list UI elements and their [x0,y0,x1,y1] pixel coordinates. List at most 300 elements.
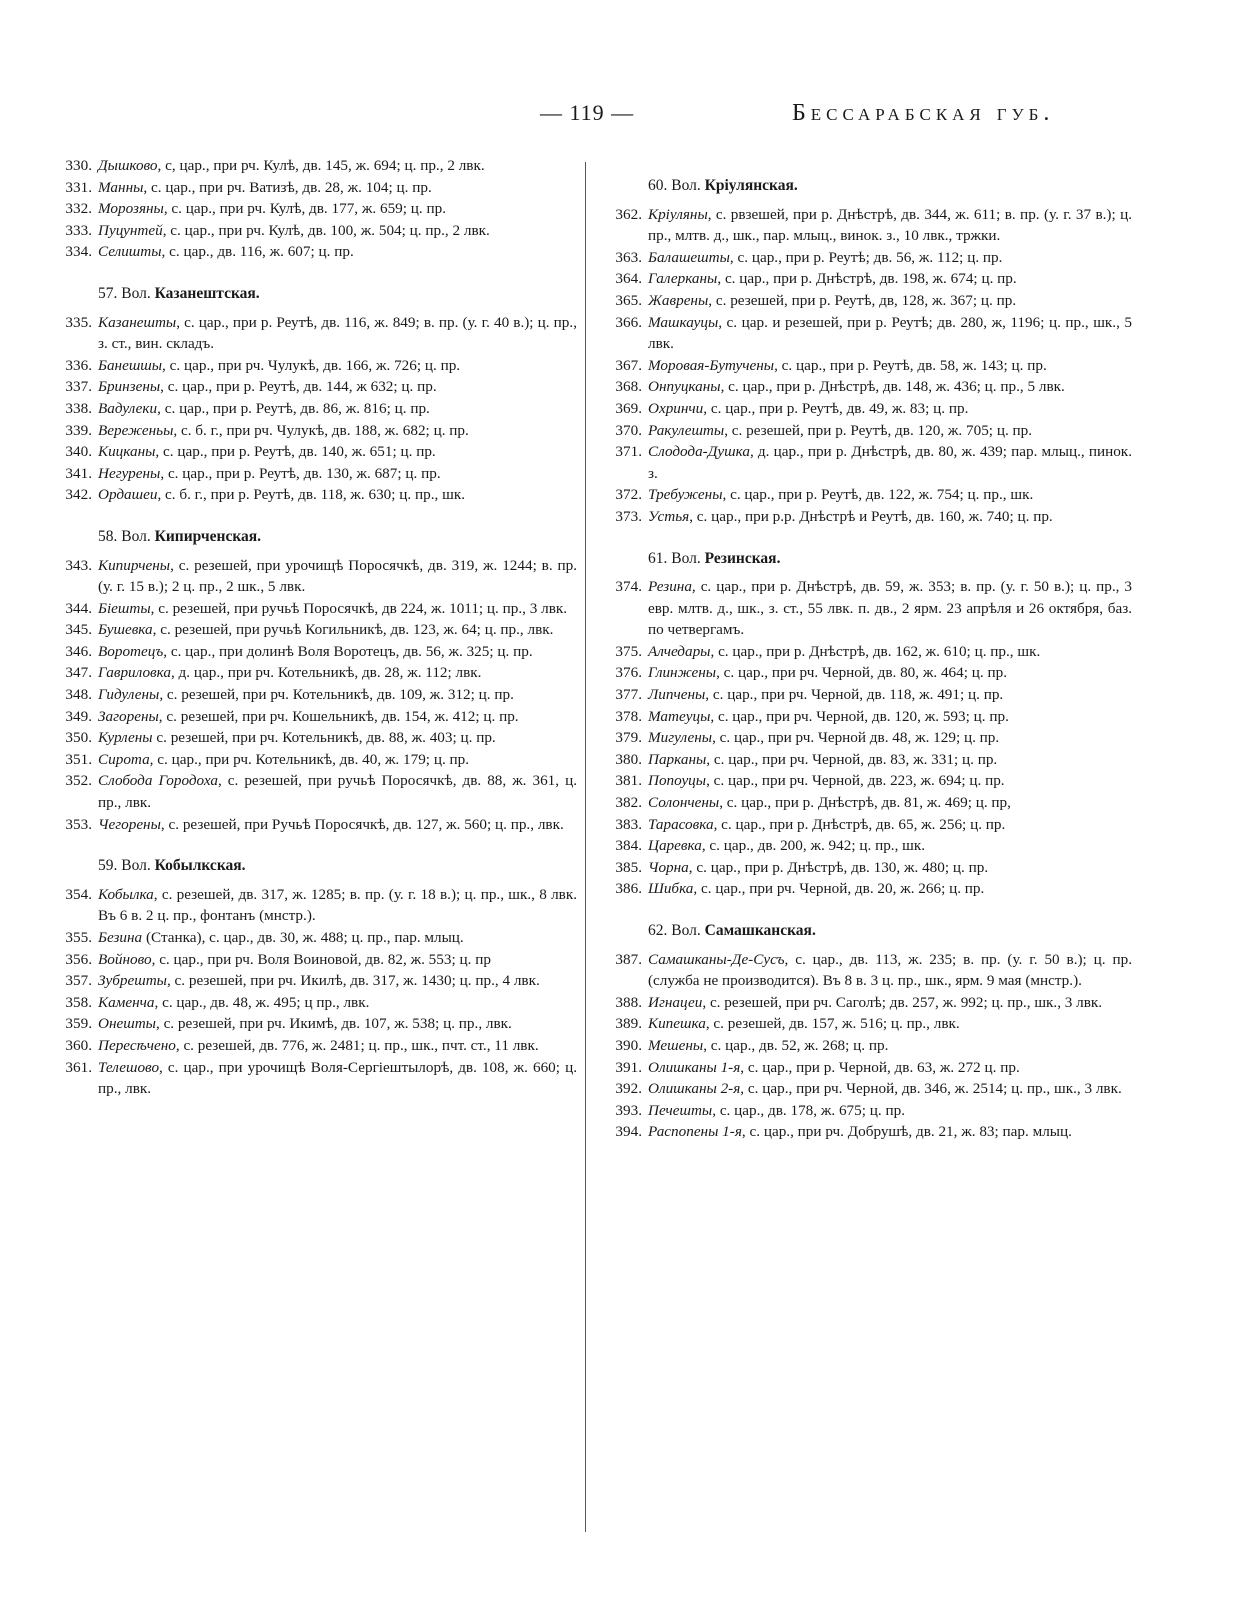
entry-text [648,727,1132,749]
entry-description: , с. цар., при рч. Котельникѣ, дв. 40, ж. 179; ц. пр. [149,750,470,768]
entry-text [648,506,1132,528]
entry-text [98,420,577,442]
entry-number: 370. [615,421,642,439]
entry-text [98,355,577,377]
settlement-entry [602,312,1132,355]
entry-number: 354. [65,885,92,903]
left-column [52,155,577,1100]
entry-description: , с. резешей, при рч. Икимѣ, дв. 107, ж. 538; ц. пр., лвк. [155,1015,512,1033]
entry-text [98,376,577,398]
entry-text [98,992,577,1014]
settlement-entry [52,598,577,620]
settlement-entry [602,814,1132,836]
volost-heading [52,526,577,548]
settlement-entry [602,1013,1132,1035]
entry-text [98,1013,577,1035]
entry-number: 337. [65,378,92,396]
entry-description: , с. б. г., при рч. Чулукѣ, дв. 188, ж. 682; ц. пр. [173,421,469,439]
entry-text [648,1100,1132,1122]
place-name: Біешты [98,599,151,617]
entry-text [648,641,1132,663]
volost-name: Самашканская. [704,922,816,939]
entry-description: , с. цар., при р. Реутѣ, дв. 122, ж. 754; ц. пр., шк. [722,486,1034,504]
entry-text [648,1013,1132,1035]
entry-text [648,878,1132,900]
place-name: Каменча [98,993,155,1011]
entry-description: , с. цар., при рч. Добрушѣ, дв. 21, ж. 83; пар. млыц. [741,1123,1072,1141]
settlement-entry [52,706,577,728]
place-name: Самашканы-Де-Сусъ [648,950,785,968]
settlement-entry [52,1057,577,1100]
settlement-entry [602,770,1132,792]
settlement-entry [52,619,577,641]
entry-description: , с. цар., дв. 178, ж. 675; ц. пр. [712,1101,905,1119]
place-name: Устья [648,507,690,525]
entry-description: , с. цар., при р. Реутѣ, дв. 58, ж. 143; ц. пр. [774,356,1047,374]
entry-text [98,220,577,242]
settlement-entry [602,355,1132,377]
entry-description: , с. резешей, при рч. Кошельникѣ, дв. 154, ж. 412; ц. пр. [158,707,519,725]
volost-heading [52,855,577,877]
entry-description: , с. резешей, при рч. Саголѣ; дв. 257, ж. 992; ц. пр., шк., 3 лвк. [702,993,1103,1011]
place-name: Чегорены [98,815,161,833]
settlement-entry [52,463,577,485]
entry-text [98,662,577,684]
place-name: Мешены [648,1036,704,1054]
settlement-entry [602,1121,1132,1143]
entry-description: , с. цар., дв. 52, ж. 268; ц. пр. [703,1036,889,1054]
entry-number: 373. [615,507,642,525]
entry-text [648,992,1132,1014]
settlement-entry [602,204,1132,247]
volost-heading [602,175,1132,197]
volost-prefix: Вол. [121,857,151,875]
entry-description: , д. цар., при р. Днѣстрѣ, дв. 80, ж. 439; пар. млыц., пинок. з. [648,443,1132,482]
volost-prefix: Вол. [671,922,701,939]
place-name: Галерканы [648,270,718,288]
entry-description: , с. рвзешей, при р. Днѣстрѣ, дв. 344, ж. 611; в. пр. (у. г. 37 в.); ц. пр., млтв. д., шк., пар. млыц., винок. з., 10 лвк., тржки. [648,205,1132,245]
settlement-entry [52,198,577,220]
volost-name: Казанештская. [154,284,260,302]
entry-number: 332. [65,200,92,218]
entry-number: 366. [615,313,642,331]
settlement-entry [602,684,1132,706]
settlement-entry [52,770,577,813]
settlement-entry [52,684,577,706]
entry-text [98,484,577,506]
entry-description: , с. цар., при р. Реутѣ, дв. 140, ж. 651; ц. пр. [155,443,436,461]
entry-number: 356. [65,950,92,968]
entry-number: 364. [615,270,642,288]
entry-description: , с. цар., при рч. Черной, дв. 80, ж. 464; ц. пр. [716,664,1007,682]
place-name: Сирота [98,750,150,768]
entry-text [98,684,577,706]
entry-number: 382. [615,794,642,812]
entry-number: 368. [615,378,642,396]
settlement-entry [52,641,577,663]
entry-description: с. резешей, при рч. Котельникѣ, дв. 109, ж. 312; ц. пр. [163,686,514,704]
settlement-entry [52,814,577,836]
place-name: Ракулешты [648,421,725,439]
entry-text [648,706,1132,728]
entry-description: , с. цар., при рч. Ватизѣ, дв. 28, ж. 104; ц. пр. [143,178,432,196]
entry-description: , с. резешей, при ручьѣ Поросячкѣ, дв 224, ж. 1011; ц. пр., 3 лвк. [150,599,568,617]
place-name: Кріуляны [648,205,708,223]
entry-text [98,1035,577,1057]
entry-number: 363. [615,248,642,266]
entry-description: , с. цар., при рч. Кулѣ, дв. 177, ж. 659; ц. пр. [163,200,447,218]
place-name: Солончены [648,794,720,812]
entry-description: , с. цар., при р. Черной, дв. 63, ж. 272 ц. пр. [740,1058,1020,1076]
entry-number: 345. [65,621,92,639]
settlement-entry [52,177,577,199]
entry-text [648,312,1132,355]
entry-number: 362. [615,205,642,223]
entry-text [648,1078,1132,1100]
entry-number: 390. [615,1036,642,1054]
entry-number: 349. [65,707,92,725]
place-name: Безина [98,929,143,946]
entry-text [98,884,577,927]
settlement-entry [602,290,1132,312]
settlement-entry [602,441,1132,484]
entry-description: , с. цар., при р. Днѣстрѣ, дв. 130, ж. 480; ц. пр. [688,858,989,876]
settlement-entry [52,662,577,684]
place-name: Слобода Городоха [98,772,218,790]
place-name: Глинжены [648,664,717,682]
entry-number: 333. [65,221,92,239]
place-name: Матеуцы [648,707,711,725]
entry-number: 372. [615,486,642,504]
entry-number: 359. [65,1015,92,1033]
entry-description: , с. цар., дв. 113, ж. 235; в. пр. (у. г. 50 в.); ц. пр. (служба не производится). Въ 8 в. 3 ц. пр., шк., ярм. 9 мая (мнстр.). [648,950,1132,990]
place-name: Банешшы [98,356,163,374]
place-name: Игнацеи [648,993,703,1011]
entry-text [648,662,1132,684]
settlement-entry [602,878,1132,900]
settlement-entry [52,484,577,506]
place-name: Онпуцканы [648,378,721,396]
place-name: Жаврены [648,291,709,309]
entry-description: , с. цар., при р. Днѣстрѣ, дв. 59, ж. 353; в. пр. (у. г. 50 в.); ц. пр., 3 евр. млтв. д., шк., з. ст., 55 лвк. п. дв., 2 ярм. 23 апрѣля и 26 октября, баз. по четвергамъ. [648,578,1132,639]
place-name: Бушевка [98,621,153,639]
place-name: Морозяны [98,200,164,218]
entry-description: , с. цар., при р. Днѣстрѣ, дв. 162, ж. 610; ц. пр., шк. [710,642,1041,660]
entry-number: 358. [65,993,92,1011]
entry-number: 381. [615,772,642,790]
entry-text [648,949,1132,992]
place-name: Воротецъ [98,642,164,660]
entry-description: , с. цар., дв. 116, ж. 607; ц. пр. [161,243,354,261]
entry-text [98,927,577,949]
volost-prefix: Вол. [121,527,151,545]
place-name: Чорна [648,858,689,876]
settlement-entry [602,1100,1132,1122]
place-name: Резина [648,578,692,596]
entry-text [98,727,577,749]
place-name: Печешты [648,1101,713,1119]
entry-text [648,576,1132,641]
entry-description: , с. цар., при рч. Черной, дв. 120, ж. 593; ц. пр. [710,707,1009,725]
entry-number: 393. [615,1101,642,1119]
entry-number: 369. [615,399,642,417]
entry-text [98,1057,577,1100]
settlement-entry [52,441,577,463]
entry-number: 340. [65,443,92,461]
place-name: Загорены [98,707,159,725]
settlement-entry [52,992,577,1014]
settlement-entry [52,376,577,398]
entry-text [648,290,1132,312]
settlement-entry [602,1035,1132,1057]
entry-number: 348. [65,686,92,704]
entry-description: , с. цар., при р. Реутѣ, дв. 116, ж. 849; в. пр. (у. г. 40 в.); ц. пр., з. ст., вин. складъ. [98,313,577,353]
volost-number: 57. [98,284,118,302]
place-name: Курлены [98,729,153,747]
volost-prefix: Вол. [671,177,701,194]
entry-number: 331. [65,178,92,196]
settlement-entry [52,312,577,355]
settlement-entry [602,484,1132,506]
place-name: Дышково [98,157,158,174]
entry-description: , с. резешей, при ручьѣ Поросячкѣ, дв. 88, ж. 361, ц. пр., лвк. [98,772,577,812]
entry-description: , с. б. г., при р. Реутѣ, дв. 118, ж. 630; ц. пр., шк. [157,486,465,504]
entry-description: , с, цар., при рч. Кулѣ, дв. 145, ж. 694; ц. пр., 2 лвк. [157,157,485,174]
settlement-entry [602,727,1132,749]
entry-description: , с. цар., при рч. Черной, дв. 223, ж. 694; ц. пр. [706,772,1005,790]
entry-text [98,398,577,420]
settlement-entry [52,1013,577,1035]
place-name: Ордашеи [98,486,158,504]
place-name: Балашешты [648,248,730,266]
settlement-entry [52,420,577,442]
settlement-entry [52,398,577,420]
entry-number: 384. [615,837,642,855]
entry-number: 355. [65,929,92,946]
place-name: Алчедары [648,642,711,660]
entry-description: , с. резешей, при Ручьѣ Поросячкѣ, дв. 127, ж. 560; ц. пр., лвк. [160,815,564,833]
place-name: Моровая-Бутучены [648,356,775,374]
entry-number: 375. [615,642,642,660]
entry-number: 344. [65,599,92,617]
place-name: Липчены [648,686,706,704]
entry-description: с. резешей, при рч. Котельникѣ, дв. 88, ж. 403; ц. пр. [152,729,496,747]
settlement-entry [52,220,577,242]
entry-description: , с. цар., при рч. Чулукѣ, дв. 166, ж. 726; ц. пр. [162,356,461,374]
entry-text [648,684,1132,706]
settlement-entry [52,155,577,177]
entry-text [98,198,577,220]
entry-text [648,204,1132,247]
place-name: Шибка [648,880,694,898]
settlement-entry [602,1057,1132,1079]
volost-number: 59. [98,857,118,875]
settlement-entry [602,247,1132,269]
settlement-entry [52,884,577,927]
settlement-entry [602,420,1132,442]
entry-description: , с. цар., дв. 48, ж. 495; ц пр., лвк. [154,993,370,1011]
entry-number: 361. [65,1058,92,1076]
entry-description: , с. цар., при р. Реутѣ, дв. 86, ж. 816; ц. пр. [157,399,430,417]
entry-number: 357. [65,972,92,990]
entry-text [648,441,1132,484]
place-name: Мигулены [648,729,713,747]
entry-description: , с. резешей, дв. 157, ж. 516; ц. пр., лвк. [705,1015,960,1033]
entry-description: , с. резешей, при р. Реутѣ, дв. 120, ж. 705; ц. пр. [724,421,1033,439]
entry-number: 387. [615,950,642,968]
settlement-entry [52,555,577,598]
entry-description: , с. цар., при р.р. Днѣстрѣ и Реутѣ, дв. 160, ж. 740; ц. пр. [689,507,1053,525]
volost-heading [602,548,1132,570]
entry-text [648,749,1132,771]
entry-text [98,749,577,771]
running-title: Бессарабская губ. [792,100,1055,126]
entry-description: , с. резешей, дв. 317, ж. 1285; в. пр. (у. г. 18 в.); ц. пр., шк., 8 лвк. Въ 6 в. 2 ц. пр., фонтанъ (мнстр.). [98,885,577,925]
volost-name: Кобылкская. [154,857,246,875]
entry-number: 335. [65,313,92,331]
settlement-entry [52,241,577,263]
entry-description: , с. резешей, при урочищѣ Поросячкѣ, дв. 319, ж. 1244; в. пр. (у. г. 15 в.); 2 ц. пр., 2 шк., 5 лвк. [98,556,577,596]
entry-text [648,247,1132,269]
entry-description: , с. цар., при р. Днѣстрѣ, дв. 65, ж. 256; ц. пр. [713,815,1006,833]
entry-text [98,555,577,598]
entry-number: 342. [65,486,92,504]
right-column [602,155,1132,1143]
place-name: Гавриловка [98,664,171,682]
place-name: Гидулены, [98,686,164,704]
settlement-entry [602,857,1132,879]
place-name: Парканы [648,750,707,768]
entry-text [98,241,577,263]
settlement-entry [602,576,1132,641]
volost-number: 61. [648,549,668,567]
place-name: Телешово [98,1058,160,1076]
place-name: Кобылка [98,885,154,903]
entry-description: , с. цар., при рч. Кулѣ, дв. 100, ж. 504; ц. пр., 2 лвк. [162,221,490,239]
entry-description: (Станка), с. цар., дв. 30, ж. 488; ц. пр., пар. млыц. [142,929,464,946]
entry-text [648,1035,1132,1057]
entry-description: , с. цар., при урочищѣ Воля-Сергіештылорѣ, дв. 108, ж. 660; ц. пр., лвк. [98,1058,577,1098]
entry-description: , с. цар., при р. Днѣстрѣ, дв. 198, ж. 674; ц. пр. [717,270,1017,288]
entry-number: 341. [65,464,92,482]
page-header [0,100,1239,140]
entry-number: 365. [615,291,642,309]
volost-name: Резинская. [704,549,781,567]
entry-number: 343. [65,556,92,574]
place-name: Царевка [648,837,702,855]
entry-text [98,463,577,485]
settlement-entry [52,1035,577,1057]
entry-number: 360. [65,1036,92,1054]
settlement-entry [602,376,1132,398]
entry-text [98,155,577,177]
place-name: Кипирчены [98,556,171,574]
entry-description: , с. цар., при р. Днѣстрѣ, дв. 148, ж. 436; ц. пр., 5 лвк. [720,378,1065,396]
entry-number: 374. [615,578,642,596]
entry-text [98,949,577,971]
entry-number: 352. [65,772,92,790]
entry-description: , с. цар., при рч. Черной, дв. 83, ж. 331; ц. пр. [706,750,998,768]
settlement-entry [602,268,1132,290]
entry-number: 350. [65,729,92,747]
entry-text [98,970,577,992]
entry-number: 391. [615,1058,642,1076]
place-name: Олишканы 1-я [648,1058,741,1076]
entry-description: , с. цар., при р. Реутѣ, дв. 49, ж. 83; ц. пр. [703,399,969,417]
place-name: Слодода-Душка [648,443,750,461]
place-name: Пересѣчено [98,1036,176,1054]
entry-description: , с. резешей, дв. 776, ж. 2481; ц. пр., шк., пчт. ст., 11 лвк. [175,1036,539,1054]
entry-text [648,1121,1132,1143]
settlement-entry [602,706,1132,728]
entry-text [648,268,1132,290]
place-name: Распопены 1-я [648,1123,742,1141]
settlement-entry [602,662,1132,684]
place-name: Бринзены [98,378,161,396]
entry-description: , с. цар., при р. Днѣстрѣ, дв. 81, ж. 469; ц. пр, [719,794,1011,812]
entry-text [648,814,1132,836]
entry-number: 386. [615,880,642,898]
place-name: Негурены [98,464,161,482]
entry-text [648,835,1132,857]
entry-text [648,398,1132,420]
entry-text [98,177,577,199]
entry-text [648,420,1132,442]
entry-number: 336. [65,356,92,374]
entry-number: 378. [615,707,642,725]
entry-text [98,312,577,355]
entry-text [98,770,577,813]
entry-number: 392. [615,1080,642,1098]
entry-text [98,706,577,728]
place-name: Зубрешты [98,972,167,990]
place-name: Кицканы [98,443,156,461]
volost-prefix: Вол. [671,549,701,567]
place-name: Попоуцы [648,772,707,790]
settlement-entry [602,1078,1132,1100]
place-name: Охринчи [648,399,704,417]
entry-description: , с. цар., при р. Реутѣ, дв. 130, ж. 687; ц. пр. [160,464,441,482]
place-name: Казанешты [98,313,177,331]
entry-number: 338. [65,399,92,417]
volost-prefix: Вол. [121,284,151,302]
entry-number: 339. [65,421,92,439]
settlement-entry [602,792,1132,814]
settlement-entry [52,355,577,377]
entry-description: , с. цар., при р. Реутѣ, дв. 144, ж 632; ц. пр. [160,378,437,396]
entry-number: 385. [615,858,642,876]
entry-number: 351. [65,750,92,768]
settlement-entry [602,506,1132,528]
entry-number: 346. [65,642,92,660]
column-divider [585,162,586,1532]
place-name: Манны [98,178,144,196]
entry-text [98,814,577,836]
place-name: Пуцунтей [98,221,163,239]
entry-text [98,619,577,641]
settlement-entry [602,835,1132,857]
place-name: Онешты [98,1015,156,1033]
place-name: Кипешка [648,1015,706,1033]
entry-description: , с. резешей, при ручьѣ Когильникѣ, дв. 123, ж. 64; ц. пр., лвк. [152,621,554,639]
entry-description: , с. цар., при рч. Черной дв. 48, ж. 129; ц. пр. [712,729,1000,747]
entry-number: 380. [615,750,642,768]
settlement-entry [52,927,577,949]
entry-text [98,641,577,663]
page-number: — 119 — [540,100,635,125]
entry-text [98,441,577,463]
entry-number: 379. [615,729,642,747]
